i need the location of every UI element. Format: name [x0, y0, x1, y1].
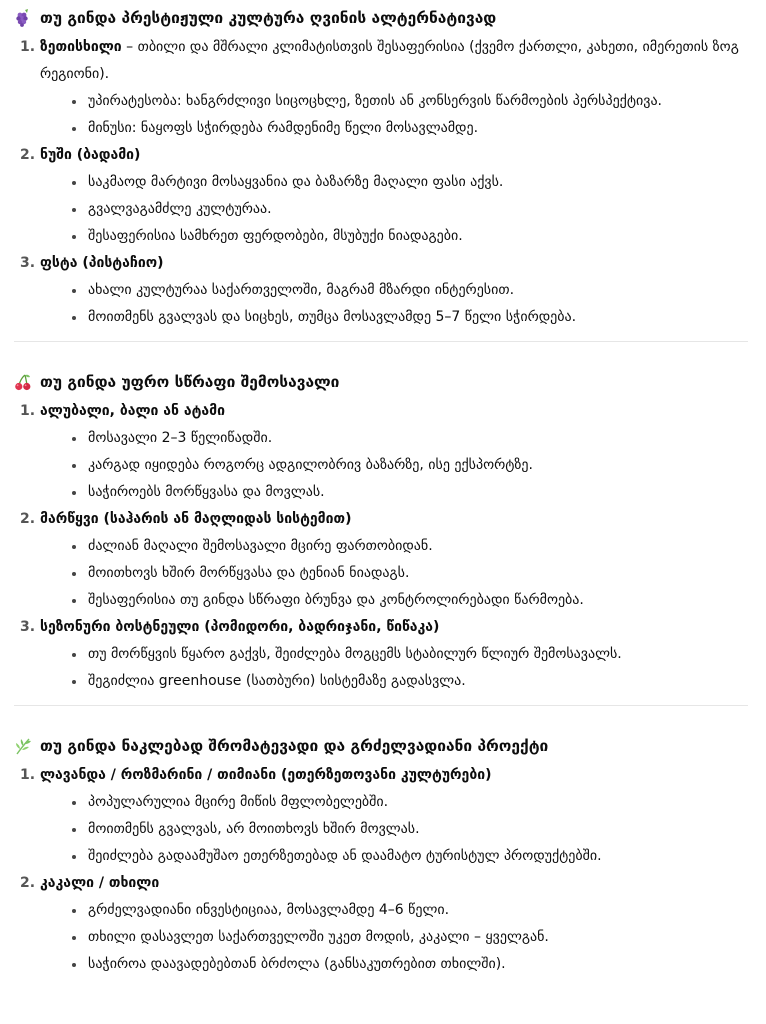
bullet-list	[40, 88, 748, 142]
section-heading	[14, 732, 748, 760]
bullet-item: შეგიძლია greenhouse (სათბური) სისტემაზე გადასვლა.	[72, 668, 748, 695]
crop-name: ნუში (ბადამი)	[40, 147, 141, 163]
crop-name: ზეთისხილი	[40, 39, 122, 55]
section-heading-text: თუ გინდა უფრო სწრაფი შემოსავალი	[40, 373, 340, 391]
section-prestige-crops	[14, 4, 748, 331]
bullet-list	[40, 277, 748, 331]
list-item	[14, 34, 748, 142]
cherries-icon	[14, 373, 32, 391]
numbered-list	[14, 398, 748, 695]
list-item-title	[40, 506, 748, 533]
bullet-item: მოითმენს გვალვას, არ მოითხოვს ხშირ მოვლას.	[72, 816, 748, 843]
list-number: 1.	[20, 403, 36, 419]
list-item	[14, 398, 748, 506]
list-item-title	[40, 250, 748, 277]
bullet-item: მოითხოვს ხშირ მორწყვასა და ტენიან ნიადაგს.	[72, 560, 748, 587]
list-item	[14, 762, 748, 870]
crop-description: – თბილი და მშრალი კლიმატისთვის შესაფერისია (ქვემო ქართლი, კახეთი, იმერეთის ზოგ რეგიონი).	[40, 39, 739, 82]
herb-icon	[14, 737, 32, 755]
list-number: 2.	[20, 147, 36, 163]
crop-name: სეზონური ბოსტნეული (პომიდორი, ბადრიჯანი, წიწაკა)	[40, 619, 440, 635]
section-divider	[14, 705, 748, 706]
list-item	[14, 870, 748, 978]
section-divider	[14, 341, 748, 342]
section-heading	[14, 4, 748, 32]
grapes-icon	[14, 9, 32, 27]
list-item	[14, 614, 748, 695]
bullet-item: საკმაოდ მარტივი მოსაყვანია და ბაზარზე მაღალი ფასი აქვს.	[72, 169, 748, 196]
crop-name: მარწყვი (საჰარის ან მაღლიდას სისტემით)	[40, 511, 352, 527]
list-item-title	[40, 34, 748, 88]
crop-name: ლავანდა / როზმარინი / თიმიანი (ეთერზეთოვანი კულტურები)	[40, 767, 492, 783]
bullet-item: კარგად იყიდება როგორც ადგილობრივ ბაზარზე, ისე ექსპორტზე.	[72, 452, 748, 479]
crop-name: ალუბალი, ბალი ან ატამი	[40, 403, 226, 419]
numbered-list	[14, 762, 748, 978]
list-number: 3.	[20, 255, 36, 271]
bullet-item: გრძელვადიანი ინვესტიციაა, მოსავლამდე 4–6 წელი.	[72, 897, 748, 924]
list-item-title	[40, 870, 748, 897]
list-number: 1.	[20, 39, 36, 55]
bullet-item: მინუსი: ნაყოფს სჭირდება რამდენიმე წელი მოსავლამდე.	[72, 115, 748, 142]
bullet-list	[40, 641, 748, 695]
numbered-list	[14, 34, 748, 331]
section-low-effort-longterm	[14, 732, 748, 978]
list-item	[14, 142, 748, 250]
bullet-list	[40, 897, 748, 978]
bullet-item: პოპულარულია მცირე მიწის მფლობელებში.	[72, 789, 748, 816]
list-number: 2.	[20, 511, 36, 527]
bullet-item: ახალი კულტურაა საქართველოში, მაგრამ მზარდი ინტერესით.	[72, 277, 748, 304]
crop-name: კაკალი / თხილი	[40, 875, 160, 891]
bullet-item: ძალიან მაღალი შემოსავალი მცირე ფართობიდან.	[72, 533, 748, 560]
bullet-list	[40, 789, 748, 870]
crop-name: ფსტა (პისტაჩიო)	[40, 255, 164, 271]
bullet-item: მოითმენს გვალვას და სიცხეს, თუმცა მოსავლამდე 5–7 წელი სჭირდება.	[72, 304, 748, 331]
section-fast-income	[14, 368, 748, 695]
bullet-item: შეიძლება გადაამუშაო ეთერზეთებად ან დაამატო ტურისტულ პროდუქტებში.	[72, 843, 748, 870]
list-item-title	[40, 398, 748, 425]
bullet-item: გვალვაგამძლე კულტურაა.	[72, 196, 748, 223]
list-number: 2.	[20, 875, 36, 891]
list-number: 1.	[20, 767, 36, 783]
section-heading-text: თუ გინდა პრესტიჟული კულტურა ღვინის ალტერნატივად	[40, 9, 497, 27]
bullet-item: საჭიროა დაავადებებთან ბრძოლა (განსაკუთრებით თხილში).	[72, 951, 748, 978]
bullet-list	[40, 169, 748, 250]
list-number: 3.	[20, 619, 36, 635]
section-heading	[14, 368, 748, 396]
bullet-item: მოსავალი 2–3 წელიწადში.	[72, 425, 748, 452]
list-item	[14, 506, 748, 614]
list-item-title	[40, 762, 748, 789]
bullet-item: შესაფერისია სამხრეთ ფერდობები, მსუბუქი ნიადაგები.	[72, 223, 748, 250]
section-heading-text: თუ გინდა ნაკლებად შრომატევადი და გრძელვადიანი პროექტი	[40, 737, 549, 755]
bullet-item: თუ მორწყვის წყარო გაქვს, შეიძლება მოგცემს სტაბილურ წლიურ შემოსავალს.	[72, 641, 748, 668]
list-item	[14, 250, 748, 331]
bullet-item: თხილი დასავლეთ საქართველოში უკეთ მოდის, კაკალი – ყველგან.	[72, 924, 748, 951]
bullet-list	[40, 425, 748, 506]
list-item-title	[40, 142, 748, 169]
bullet-item: საჭიროებს მორწყვასა და მოვლას.	[72, 479, 748, 506]
bullet-item: შესაფერისია თუ გინდა სწრაფი ბრუნვა და კონტროლირებადი წარმოება.	[72, 587, 748, 614]
bullet-list	[40, 533, 748, 614]
bullet-item: უპირატესობა: ხანგრძლივი სიცოცხლე, ზეთის ან კონსერვის წარმოების პერსპექტივა.	[72, 88, 748, 115]
list-item-title	[40, 614, 748, 641]
